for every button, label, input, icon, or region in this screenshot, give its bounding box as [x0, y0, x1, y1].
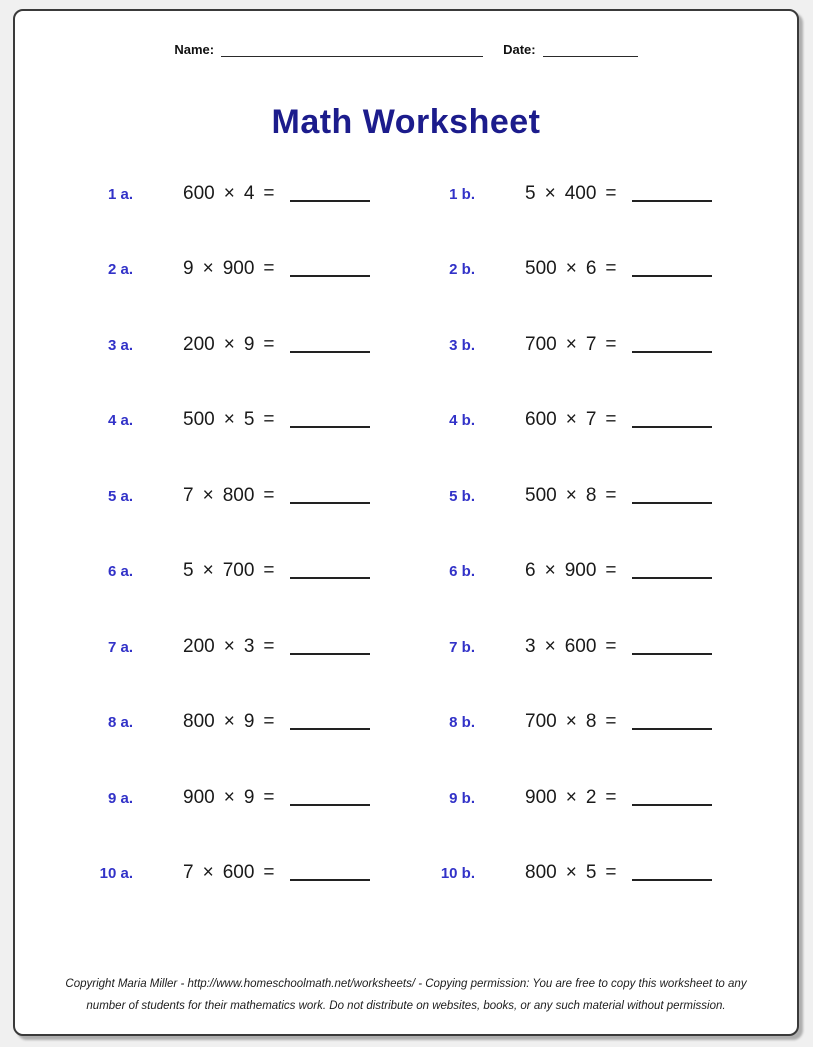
- header: [15, 39, 797, 57]
- answer-blank: [290, 653, 370, 655]
- problem-5b: [431, 485, 773, 507]
- factor-2: 8: [585, 711, 597, 733]
- problem-row-3: [89, 307, 797, 383]
- problem-7b: [431, 636, 773, 658]
- equals-sign: =: [263, 711, 275, 733]
- problem-number: 10 b.: [440, 865, 475, 883]
- factor-1: 600: [525, 409, 557, 431]
- answer-blank: [290, 351, 370, 353]
- equals-sign: =: [605, 182, 617, 204]
- problem-row-4: [89, 383, 797, 459]
- answer-blank: [632, 577, 712, 579]
- problem-number: 2 a.: [107, 261, 133, 279]
- factor-2: 5: [585, 862, 597, 884]
- problem-number: 5 b.: [449, 487, 475, 505]
- problem-number: 7 a.: [107, 638, 133, 656]
- answer-blank: [632, 351, 712, 353]
- problem-expression: [183, 409, 370, 431]
- problem-10b: [431, 862, 773, 884]
- factor-2: 9: [243, 711, 255, 733]
- problem-expression: [525, 485, 712, 507]
- problem-number: 6 b.: [449, 563, 475, 581]
- equals-sign: =: [605, 258, 617, 280]
- problem-4b: [431, 409, 773, 431]
- equals-sign: =: [263, 862, 275, 884]
- problem-8a: [89, 711, 431, 733]
- problem-number: 9 b.: [449, 789, 475, 807]
- answer-blank: [290, 577, 370, 579]
- factor-2: 8: [585, 484, 597, 506]
- factor-1: 600: [183, 182, 215, 204]
- factor-1: 900: [183, 786, 215, 808]
- problem-row-8: [89, 685, 797, 761]
- times-sign: ×: [565, 409, 577, 431]
- problem-expression: [183, 183, 370, 205]
- problem-row-7: [89, 609, 797, 685]
- equals-sign: =: [263, 258, 275, 280]
- factor-2: 800: [222, 484, 255, 506]
- problem-number: 4 a.: [107, 412, 133, 430]
- problem-expression: [525, 787, 712, 809]
- worksheet-page: [13, 9, 799, 1036]
- factor-1: 900: [525, 786, 557, 808]
- answer-blank: [290, 426, 370, 428]
- answer-blank: [632, 502, 712, 504]
- equals-sign: =: [605, 333, 617, 355]
- equals-sign: =: [263, 409, 275, 431]
- times-sign: ×: [565, 786, 577, 808]
- problem-expression: [183, 485, 370, 507]
- answer-blank: [632, 728, 712, 730]
- equals-sign: =: [263, 635, 275, 657]
- factor-2: 7: [585, 409, 597, 431]
- problem-9b: [431, 787, 773, 809]
- factor-2: 2: [585, 786, 597, 808]
- times-sign: ×: [202, 484, 214, 506]
- factor-2: 900: [564, 560, 597, 582]
- factor-1: 500: [525, 258, 557, 280]
- answer-blank: [290, 728, 370, 730]
- problem-expression: [525, 862, 712, 884]
- problem-expression: [183, 334, 370, 356]
- answer-blank: [632, 879, 712, 881]
- times-sign: ×: [565, 333, 577, 355]
- problem-5a: [89, 485, 431, 507]
- problem-6b: [431, 560, 773, 582]
- factor-1: 800: [183, 711, 215, 733]
- problem-2a: [89, 258, 431, 280]
- problem-2b: [431, 258, 773, 280]
- times-sign: ×: [223, 409, 235, 431]
- factor-2: 4: [243, 182, 255, 204]
- problem-row-6: [89, 534, 797, 610]
- equals-sign: =: [605, 862, 617, 884]
- problem-number: 1 b.: [449, 185, 475, 203]
- problem-row-5: [89, 458, 797, 534]
- factor-1: 7: [183, 862, 194, 884]
- problem-number: 5 a.: [107, 487, 133, 505]
- problem-number: 9 a.: [107, 789, 133, 807]
- problem-6a: [89, 560, 431, 582]
- problem-row-2: [89, 232, 797, 308]
- problem-number: 6 a.: [107, 563, 133, 581]
- factor-2: 900: [222, 258, 255, 280]
- times-sign: ×: [544, 560, 556, 582]
- problem-8b: [431, 711, 773, 733]
- name-blank-line: [221, 44, 483, 57]
- problem-row-10: [89, 836, 797, 912]
- page-title: Math Worksheet: [271, 103, 541, 141]
- factor-1: 700: [525, 333, 557, 355]
- problem-number: 10 a.: [99, 865, 133, 883]
- factor-1: 5: [183, 560, 194, 582]
- times-sign: ×: [544, 635, 556, 657]
- problem-1a: [89, 183, 431, 205]
- answer-blank: [632, 804, 712, 806]
- problem-expression: [525, 636, 712, 658]
- equals-sign: =: [263, 333, 275, 355]
- equals-sign: =: [605, 484, 617, 506]
- answer-blank: [632, 653, 712, 655]
- footer-line-1: Copyright Maria Miller - http://www.homeschoolmath.net/worksheets/ - Copying permission: You are free to copy this worksheet to any: [65, 978, 747, 991]
- times-sign: ×: [565, 258, 577, 280]
- factor-1: 6: [525, 560, 536, 582]
- answer-blank: [632, 426, 712, 428]
- problem-row-1: [89, 156, 797, 232]
- factor-1: 9: [183, 258, 194, 280]
- times-sign: ×: [544, 182, 556, 204]
- factor-1: 200: [183, 635, 215, 657]
- problem-number: 7 b.: [449, 638, 475, 656]
- problem-1b: [431, 183, 773, 205]
- problem-number: 3 a.: [107, 336, 133, 354]
- answer-blank: [632, 200, 712, 202]
- problem-expression: [183, 787, 370, 809]
- problem-expression: [525, 560, 712, 582]
- factor-1: 500: [183, 409, 215, 431]
- footer: [15, 974, 797, 1034]
- times-sign: ×: [202, 560, 214, 582]
- answer-blank: [290, 879, 370, 881]
- problem-row-9: [89, 760, 797, 836]
- times-sign: ×: [223, 786, 235, 808]
- problem-7a: [89, 636, 431, 658]
- problem-expression: [183, 711, 370, 733]
- problem-expression: [525, 409, 712, 431]
- factor-2: 700: [222, 560, 255, 582]
- factor-2: 9: [243, 786, 255, 808]
- problem-expression: [183, 560, 370, 582]
- answer-blank: [290, 804, 370, 806]
- problem-number: 1 a.: [107, 185, 133, 203]
- factor-2: 600: [564, 635, 597, 657]
- equals-sign: =: [605, 786, 617, 808]
- problems-grid: [15, 156, 797, 911]
- problem-number: 8 b.: [449, 714, 475, 732]
- times-sign: ×: [565, 862, 577, 884]
- problem-expression: [525, 334, 712, 356]
- problem-number: 3 b.: [449, 336, 475, 354]
- factor-1: 5: [525, 182, 536, 204]
- factor-2: 400: [564, 182, 597, 204]
- equals-sign: =: [263, 484, 275, 506]
- answer-blank: [290, 502, 370, 504]
- date-label: Date:: [503, 42, 536, 57]
- times-sign: ×: [565, 484, 577, 506]
- factor-1: 7: [183, 484, 194, 506]
- problem-4a: [89, 409, 431, 431]
- times-sign: ×: [223, 711, 235, 733]
- times-sign: ×: [223, 182, 235, 204]
- times-sign: ×: [202, 258, 214, 280]
- equals-sign: =: [605, 711, 617, 733]
- factor-2: 600: [222, 862, 255, 884]
- times-sign: ×: [223, 635, 235, 657]
- factor-1: 800: [525, 862, 557, 884]
- equals-sign: =: [605, 635, 617, 657]
- factor-2: 9: [243, 333, 255, 355]
- problem-10a: [89, 862, 431, 884]
- problem-expression: [183, 636, 370, 658]
- problem-expression: [525, 258, 712, 280]
- answer-blank: [290, 200, 370, 202]
- problem-expression: [183, 862, 370, 884]
- answer-blank: [632, 275, 712, 277]
- times-sign: ×: [202, 862, 214, 884]
- problem-expression: [183, 258, 370, 280]
- times-sign: ×: [565, 711, 577, 733]
- problem-expression: [525, 183, 712, 205]
- equals-sign: =: [263, 786, 275, 808]
- name-label: Name:: [174, 42, 215, 57]
- factor-2: 7: [585, 333, 597, 355]
- problem-3b: [431, 334, 773, 356]
- equals-sign: =: [605, 560, 617, 582]
- problem-number: 8 a.: [107, 714, 133, 732]
- problem-expression: [525, 711, 712, 733]
- equals-sign: =: [263, 182, 275, 204]
- factor-2: 6: [585, 258, 597, 280]
- equals-sign: =: [263, 560, 275, 582]
- problem-number: 4 b.: [449, 412, 475, 430]
- factor-2: 3: [243, 635, 255, 657]
- problem-9a: [89, 787, 431, 809]
- factor-1: 200: [183, 333, 215, 355]
- footer-line-2: number of students for their mathematics work. Do not distribute on websites, books, or any such material without permission.: [86, 1000, 726, 1013]
- date-blank-line: [543, 44, 638, 57]
- factor-1: 700: [525, 711, 557, 733]
- factor-1: 500: [525, 484, 557, 506]
- equals-sign: =: [605, 409, 617, 431]
- times-sign: ×: [223, 333, 235, 355]
- problem-3a: [89, 334, 431, 356]
- problem-number: 2 b.: [449, 261, 475, 279]
- factor-2: 5: [243, 409, 255, 431]
- answer-blank: [290, 275, 370, 277]
- factor-1: 3: [525, 635, 536, 657]
